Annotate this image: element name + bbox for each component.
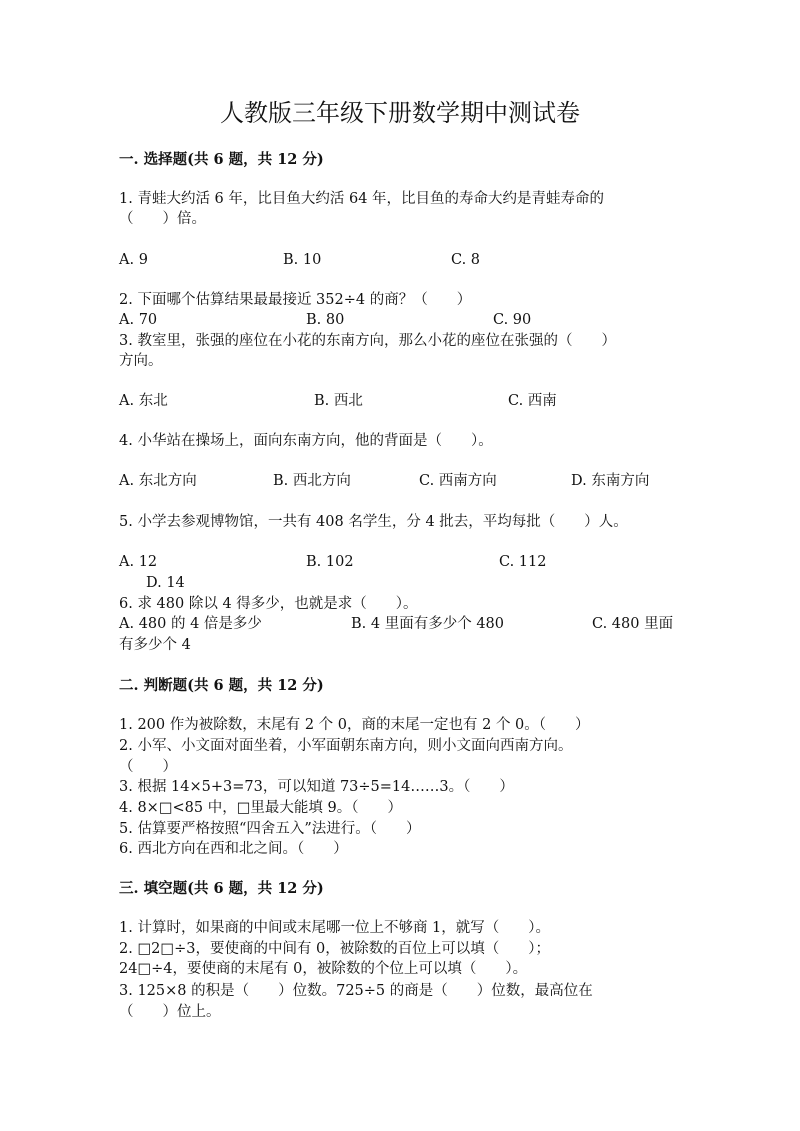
question-text: 3. 教室里，张强的座位在小花的东南方向，那么小花的座位在张强的（ ） [119, 333, 616, 349]
question-text: 5. 小学去参观博物馆，一共有 408 名学生，分 4 批去，平均每批（ ）人。 [119, 514, 628, 530]
option-a: A. 9 [119, 252, 148, 268]
option-c: C. 480 里面 [592, 616, 674, 632]
option-d: D. 东南方向 [571, 473, 650, 489]
option-a: A. 70 [119, 312, 158, 328]
option-c: C. 90 [493, 312, 532, 328]
option-a: A. 12 [119, 554, 158, 570]
option-c-continued: 有多少个 4 [119, 637, 191, 653]
question-text: 6. 求 480 除以 4 得多少，也就是求（ ）。 [119, 596, 418, 612]
option-b: B. 西北 [314, 393, 363, 409]
judgement-line: 4. 8×□<85 中，□里最大能填 9。（ ） [119, 800, 403, 816]
section-heading-choice: 一. 选择题(共 6 题，共 12 分) [119, 151, 324, 168]
page-title: 人教版三年级下册数学期中测试卷 [220, 99, 580, 127]
fill-line: 2. □2□÷3，要使商的中间有 0，被除数的百位上可以填（ ）； [119, 941, 551, 957]
option-a: A. 东北方向 [119, 473, 197, 489]
option-d: D. 14 [146, 575, 185, 591]
option-b: B. 4 里面有多少个 480 [351, 616, 504, 632]
option-c: C. 8 [451, 252, 481, 268]
option-c: C. 西南 [508, 393, 557, 409]
fill-line: 1. 计算时，如果商的中间或末尾哪一位上不够商 1，就写（ ）。 [119, 920, 551, 936]
section-heading-judgement: 二. 判断题(共 6 题，共 12 分) [119, 677, 324, 694]
fill-line: （ ）位上。 [119, 1004, 221, 1020]
judgement-line: 2. 小军、小文面对面坐着，小军面朝东南方向，则小文面向西南方向。 [119, 738, 573, 754]
judgement-line: （ ） [119, 759, 177, 775]
option-a: A. 东北 [119, 393, 168, 409]
fill-line: 3. 125×8 的积是（ ）位数。725÷5 的商是（ ）位数，最高位在 [119, 983, 593, 999]
question-text: 2. 下面哪个估算结果最最接近 352÷4 的商？（ ） [119, 292, 472, 308]
question-text: 方向。 [119, 353, 163, 369]
option-b: B. 10 [283, 252, 322, 268]
judgement-line: 3. 根据 14×5+3=73，可以知道 73÷5=14……3。（ ） [119, 779, 514, 795]
question-text: 4. 小华站在操场上，面向东南方向，他的背面是（ ）。 [119, 433, 493, 449]
judgement-line: 5. 估算要严格按照“四舍五入”法进行。（ ） [119, 821, 421, 837]
option-c: C. 112 [499, 554, 547, 570]
judgement-line: 6. 西北方向在西和北之间。（ ） [119, 841, 348, 857]
section-heading-fill: 三. 填空题(共 6 题，共 12 分) [119, 880, 324, 897]
option-b: B. 80 [306, 312, 345, 328]
option-c: C. 西南方向 [419, 473, 497, 489]
option-b: B. 西北方向 [273, 473, 351, 489]
option-a: A. 480 的 4 倍是多少 [119, 616, 262, 632]
judgement-line: 1. 200 作为被除数，末尾有 2 个 0，商的末尾一定也有 2 个 0。（ ） [119, 717, 590, 733]
question-text: 1. 青蛙大约活 6 年，比目鱼大约活 64 年，比目鱼的寿命大约是青蛙寿命的 [119, 191, 605, 207]
option-b: B. 102 [306, 554, 354, 570]
question-text: （ ）倍。 [119, 211, 206, 227]
fill-line: 24□÷4，要使商的末尾有 0，被除数的个位上可以填（ ）。 [119, 961, 528, 977]
